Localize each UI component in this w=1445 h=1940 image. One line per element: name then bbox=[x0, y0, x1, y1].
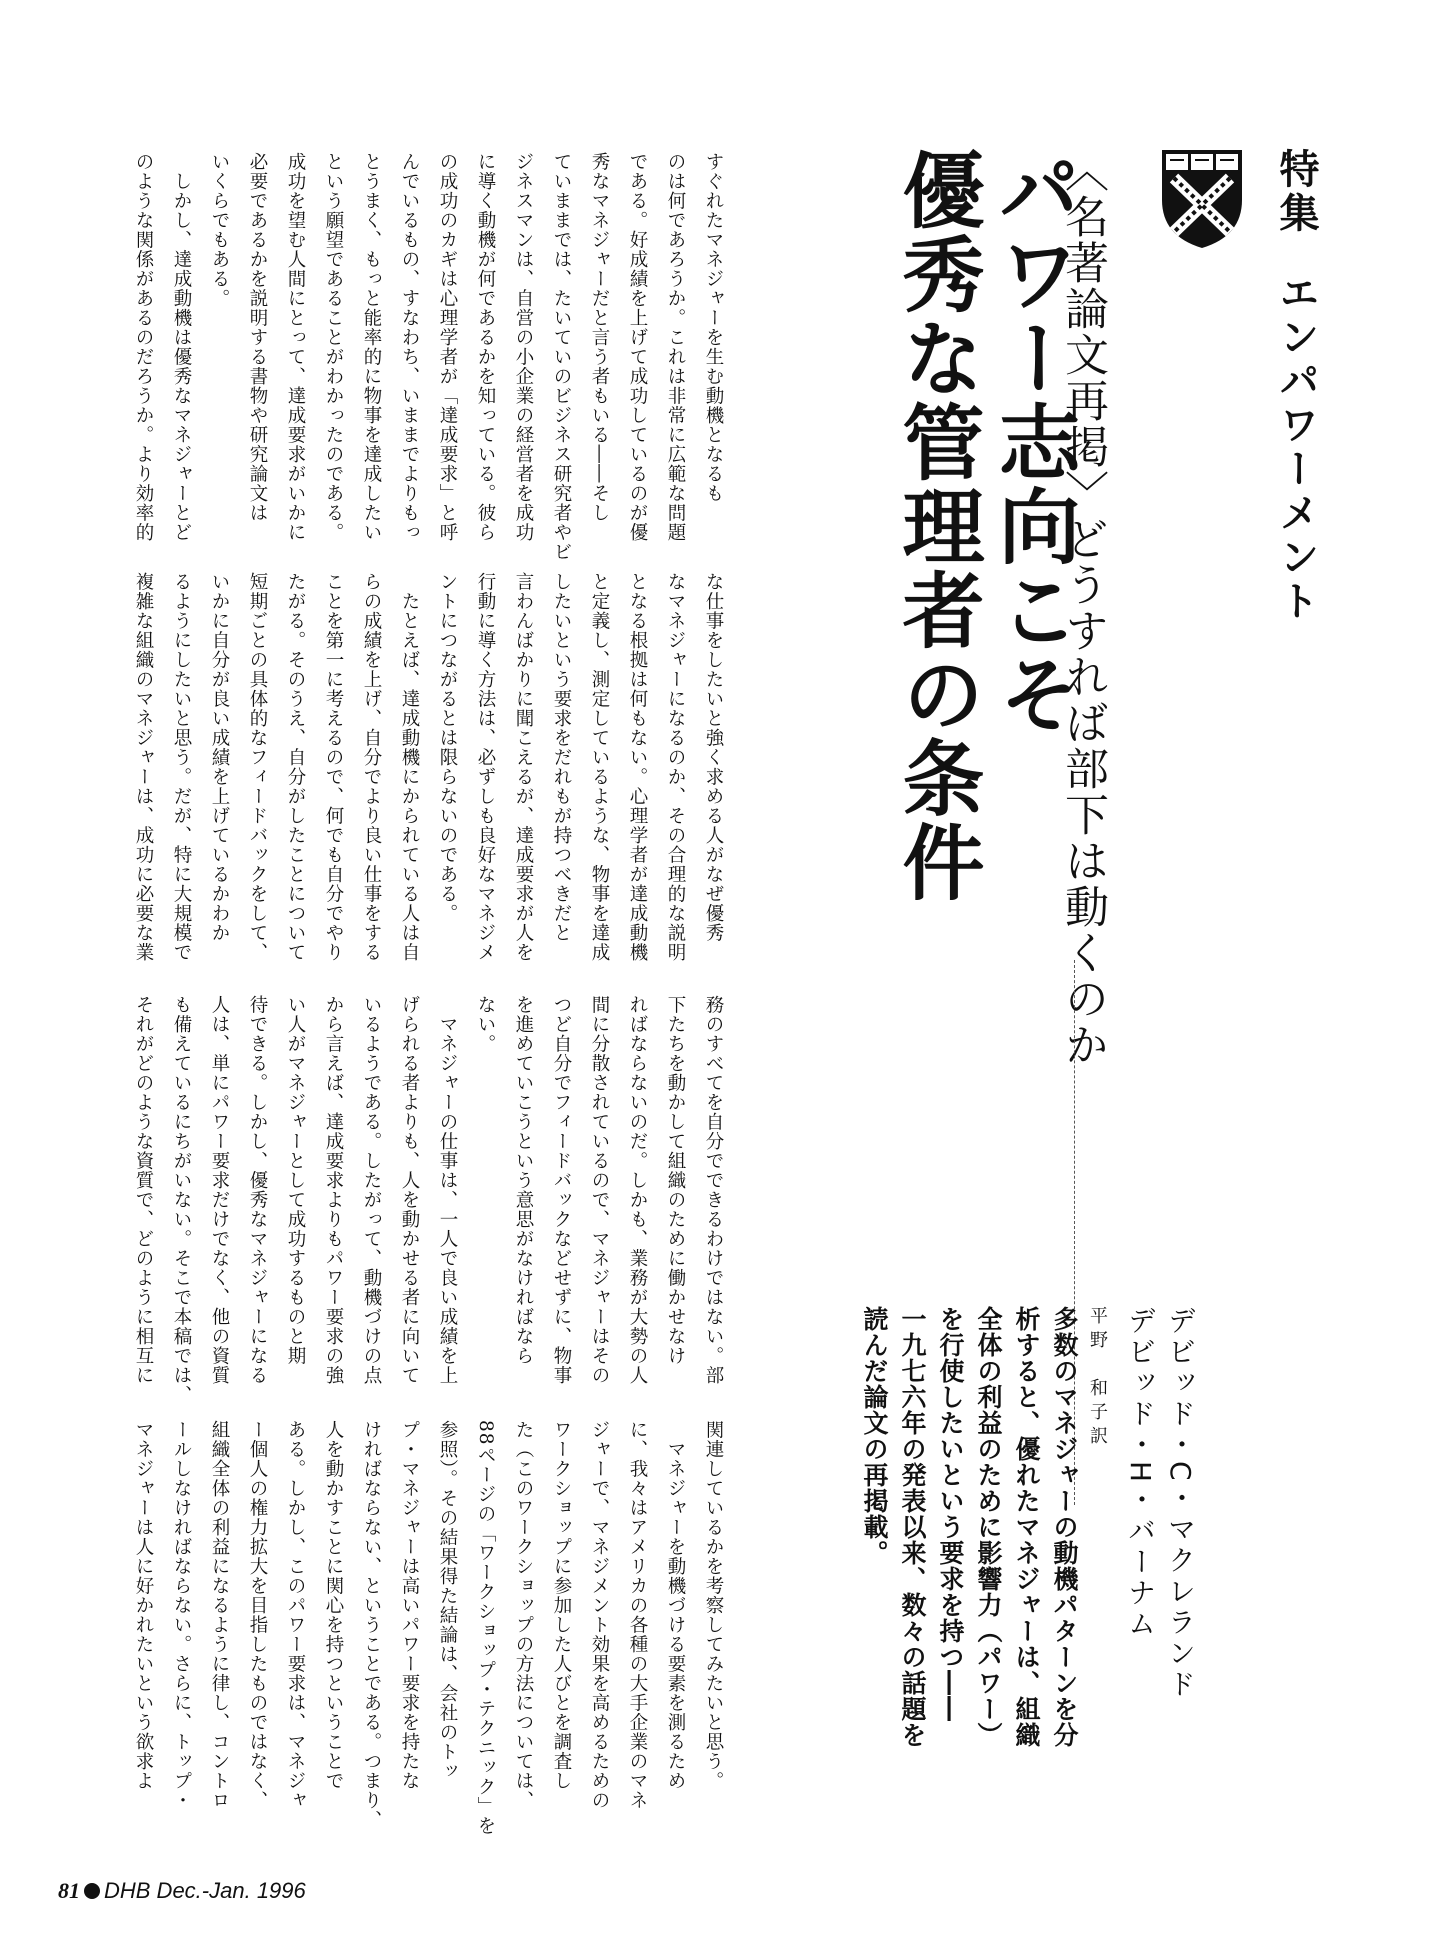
body-column: それがどのような資質で、どのように相互に bbox=[133, 995, 154, 1385]
body-column: 88ページの「ワークショップ・テクニック」を bbox=[475, 1420, 496, 1836]
body-column: ない。 bbox=[475, 995, 496, 1054]
author-1: デビッド・C・マクレランド bbox=[1164, 1306, 1197, 1701]
body-column: の成功のカギは心理学者が「達成要求」と呼 bbox=[437, 152, 458, 542]
body-band-4 bbox=[124, 1420, 732, 1850]
body-column: ある。しかし、このパワー要求は、マネジャ bbox=[285, 1420, 306, 1810]
body-column: から言えば、達成要求よりもパワー要求の強 bbox=[323, 995, 344, 1385]
body-column: のような関係があるのだろうか。より効率的 bbox=[133, 152, 154, 542]
body-column: マネジャーを動機づける要素を測るため bbox=[665, 1420, 686, 1791]
body-column: という願望であることがわかったのである。 bbox=[323, 152, 344, 542]
body-column: い人がマネジャーとして成功するものと期 bbox=[285, 995, 306, 1366]
crest-logo-icon bbox=[1160, 148, 1244, 250]
body-column: いるようである。したがって、動機づけの点 bbox=[361, 995, 382, 1385]
body-column: 下たちを動かして組織のために働かせなけ bbox=[665, 995, 686, 1366]
body-column: となる根拠は何もない。心理学者が達成動機 bbox=[627, 572, 648, 962]
lead-line: 析すると、優れたマネジャーは、組織 bbox=[1012, 1306, 1041, 1748]
body-column: 短期ごとの具体的なフィードバックをして、 bbox=[247, 572, 268, 962]
body-column: ー個人の権力拡大を目指したものではなく、 bbox=[247, 1420, 268, 1810]
body-column: 人は、単にパワー要求だけでなく、他の資質 bbox=[209, 995, 230, 1385]
author-2: デビッド・H・バーナム bbox=[1124, 1306, 1157, 1641]
lead-line: 読んだ論文の再掲載。 bbox=[860, 1306, 889, 1566]
body-column: たとえば、達成動機にかられている人は自 bbox=[399, 572, 420, 962]
lead-paragraph bbox=[855, 1306, 1083, 1906]
body-column: 待できる。しかし、優秀なマネジャーになる bbox=[247, 995, 268, 1385]
section-label bbox=[1268, 148, 1325, 624]
body-column: を進めていこうという意思がなければなら bbox=[513, 995, 534, 1366]
body-column: 秀なマネジャーだと言う者もいる――そし bbox=[589, 152, 610, 523]
body-column: 言わんばかりに聞こえるが、達成要求が人を bbox=[513, 572, 534, 962]
body-column: すぐれたマネジャーを生む動機となるも bbox=[703, 152, 724, 503]
author-block bbox=[1120, 1306, 1200, 1701]
body-column: 務のすべてを自分でできるわけではない。部 bbox=[703, 995, 724, 1385]
body-column: るようにしたいと思う。だが、特に大規模で bbox=[171, 572, 192, 962]
body-column: な仕事をしたいと強く求める人がなぜ優秀 bbox=[703, 572, 724, 943]
body-column: 関連しているかを考察してみたいと思う。 bbox=[703, 1420, 724, 1791]
lead-line: 一九七六年の発表以来、数々の話題を bbox=[898, 1306, 927, 1748]
body-column: ればならないのだ。しかも、業務が大勢の人 bbox=[627, 995, 648, 1385]
body-column: ことを第一に考えるので、何でも自分でやり bbox=[323, 572, 344, 962]
body-column: ジャーで、マネジメント効果を高めるための bbox=[589, 1420, 610, 1810]
body-column: である。好成績を上げて成功しているのが優 bbox=[627, 152, 648, 542]
body-band-2 bbox=[124, 572, 732, 962]
lead-line: を行使したいという要求を持つ―― bbox=[936, 1306, 965, 1722]
body-column: らの成績を上げ、自分でより良い仕事をする bbox=[361, 572, 382, 962]
body-column: しかし、達成動機は優秀なマネジャーとど bbox=[171, 152, 192, 542]
body-column: したいという要求をだれもが持つべきだと bbox=[551, 572, 572, 943]
body-column: 行動に導く方法は、必ずしも良好なマネジメ bbox=[475, 572, 496, 962]
body-column: ントにつながるとは限らないのである。 bbox=[437, 572, 458, 923]
lead-line: 全体の利益のために影響力（パワー） bbox=[974, 1306, 1003, 1748]
body-column: んでいるもの、すなわち、いままでよりもっ bbox=[399, 152, 420, 542]
body-column: のは何であろうか。これは非常に広範な問題 bbox=[665, 152, 686, 542]
body-column: ワークショップに参加した人びとを調査し bbox=[551, 1420, 572, 1791]
title-line-1: パワー志向こそ bbox=[985, 148, 1080, 736]
body-column: 成功を望む人間にとって、達成要求がいかに bbox=[285, 152, 306, 542]
body-column: げられる者よりも、人を動かせる者に向いて bbox=[399, 995, 420, 1385]
body-band-3 bbox=[124, 995, 732, 1405]
body-column: いかに自分が良い成績を上げているかわか bbox=[209, 572, 230, 943]
body-column: 必要であるかを説明する書物や研究論文は bbox=[247, 152, 268, 523]
page-footer bbox=[58, 1878, 306, 1904]
body-column: いくらでもある。 bbox=[209, 152, 230, 308]
body-column: ていままでは、たいていのビジネス研究者やビ bbox=[551, 152, 572, 562]
article-title bbox=[888, 148, 1080, 904]
body-column: マネジャーは人に好かれたいという欲求よ bbox=[133, 1420, 154, 1791]
body-column: も備えているにちがいない。そこで本稿では、 bbox=[171, 995, 192, 1405]
body-column: 人を動かすことに関心を持つということで bbox=[323, 1420, 344, 1791]
article-subtitle: 〈名著論文再掲〉どうすれば部下は動くのか bbox=[1057, 148, 1108, 1068]
title-line-2: 優秀な管理者の条件 bbox=[889, 148, 984, 904]
section-label-topic: エンパワーメント bbox=[1273, 272, 1319, 624]
body-column: 参照）。その結果得た結論は、会社のトッ bbox=[437, 1420, 458, 1782]
body-column: と定義し、測定しているような、物事を達成 bbox=[589, 572, 610, 962]
translator-credit: 平野 和子訳 bbox=[1087, 1306, 1108, 1450]
body-column: に、我々はアメリカの各種の大手企業のマネ bbox=[627, 1420, 648, 1810]
body-column: ジネスマンは、自営の小企業の経営者を成功 bbox=[513, 152, 534, 542]
publication-name: DHB Dec.-Jan. 1996 bbox=[104, 1878, 306, 1903]
body-column: ければならない、ということである。つまり、 bbox=[361, 1420, 382, 1830]
body-column: た（このワークショップの方法については、 bbox=[513, 1420, 534, 1810]
body-column: たがる。そのうえ、自分がしたことについて bbox=[285, 572, 306, 962]
body-column: プ・マネジャーは高いパワー要求を持たな bbox=[399, 1420, 420, 1791]
body-column: つど自分でフィードバックなどせずに、物事 bbox=[551, 995, 572, 1385]
body-column: 間に分散されているので、マネジャーはその bbox=[589, 995, 610, 1385]
section-label-feature: 特集 bbox=[1273, 148, 1319, 236]
body-band-1 bbox=[124, 152, 732, 562]
body-column: マネジャーの仕事は、一人で良い成績を上 bbox=[437, 995, 458, 1385]
body-column: ールしなければならない。さらに、トップ・ bbox=[171, 1420, 192, 1810]
body-column: なマネジャーになるのか、その合理的な説明 bbox=[665, 572, 686, 962]
lead-line: 多数のマネジャーの動機パターンを分 bbox=[1050, 1306, 1079, 1748]
body-column: に導く動機が何であるかを知っている。彼ら bbox=[475, 152, 496, 542]
body-column: 複雑な組織のマネジャーは、成功に必要な業 bbox=[133, 572, 154, 962]
page-number: 81 bbox=[58, 1878, 80, 1903]
body-column: 組織全体の利益になるように律し、コントロ bbox=[209, 1420, 230, 1810]
body-column: とうまく、もっと能率的に物事を達成したい bbox=[361, 152, 382, 542]
bullet-icon bbox=[84, 1883, 100, 1899]
